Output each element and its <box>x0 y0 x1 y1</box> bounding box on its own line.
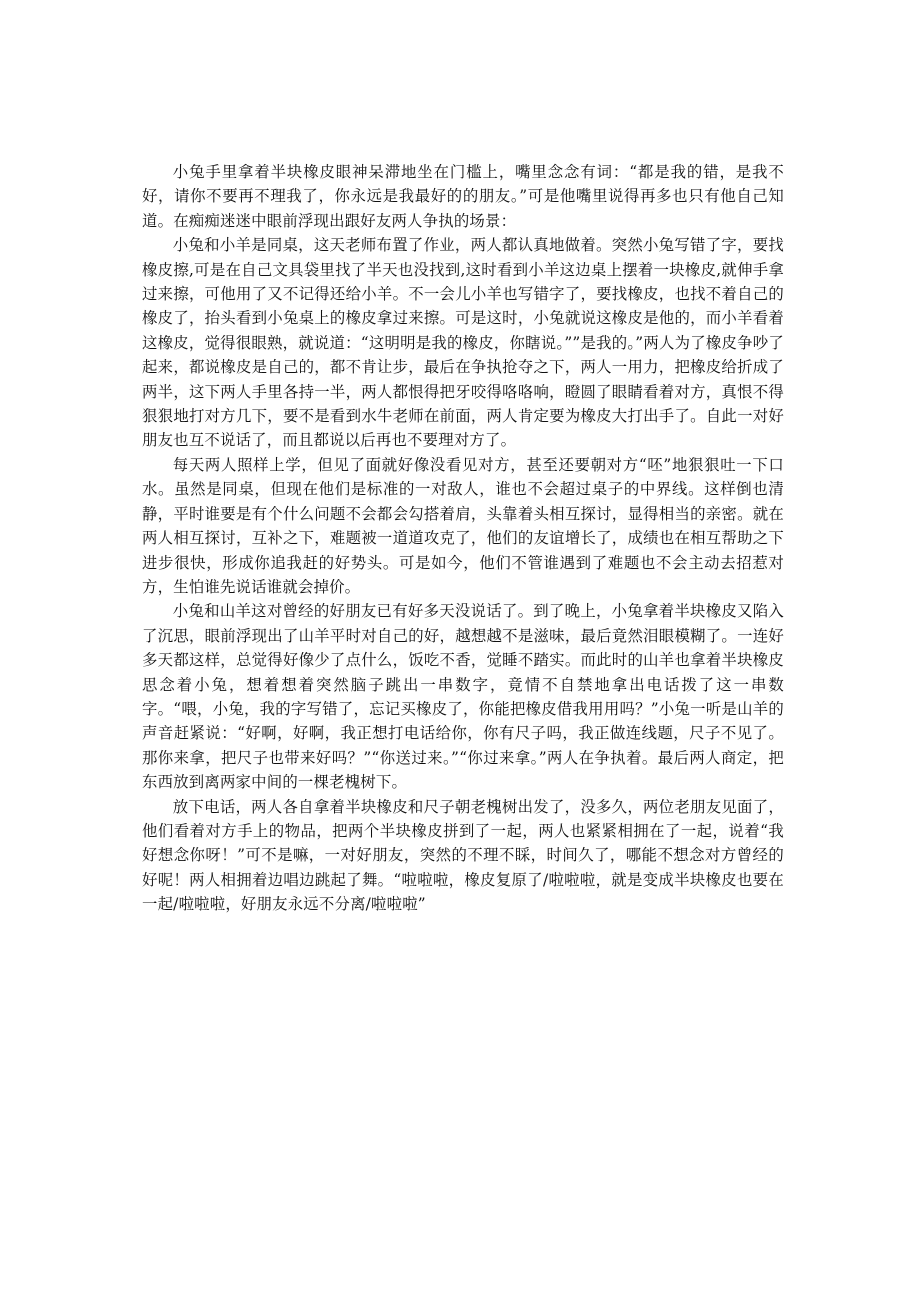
paragraph-5: 放下电话，两人各自拿着半块橡皮和尺子朝老槐树出发了，没多久，两位老朋友见面了，他们看着对方手上的物品，把两个半块橡皮拼到了一起，两人也紧紧相拥在了一起，说着“我好想念你呀！”可不是嘛，一对好朋友，突然的不理不睬，时间久了，哪能不想念对方曾经的好呢！两人相拥着边唱边跳起了舞。“啦啦啦，橡皮复原了/啦啦啦，就是变成半块橡皮也要在一起/啦啦啦，好朋友永远不分离/啦啦啦” <box>142 797 784 914</box>
paragraph-2: 小兔和小羊是同桌，这天老师布置了作业，两人都认真地做着。突然小兔写错了字，要找橡皮擦,可是在自己文具袋里找了半天也没找到,这时看到小羊这边桌上摆着一块橡皮,就伸手拿过来擦，可他用了又不记得还给小羊。不一会儿小羊也写错字了，要找橡皮，也找不着自己的橡皮了，抬头看到小兔桌上的橡皮拿过来擦。可是这时，小兔就说这橡皮是他的，而小羊看着这橡皮，觉得很眼熟，就说道：“这明明是我的橡皮，你瞎说。””是我的。”两人为了橡皮争吵了起来，都说橡皮是自己的，都不肯让步，最后在争执抢夺之下，两人一用力，把橡皮给折成了两半，这下两人手里各持一半，两人都恨得把牙咬得咯咯响，瞪圆了眼睛看着对方，真恨不得狠狠地打对方几下，要不是看到水牛老师在前面，两人肯定要为橡皮大打出手了。自此一对好朋友也互不说话了，而且都说以后再也不要理对方了。 <box>142 236 784 450</box>
paragraph-3: 每天两人照样上学，但见了面就好像没看见对方，甚至还要朝对方“呸”地狠狠吐一下口水。虽然是同桌，但现在他们是标准的一对敌人，谁也不会超过桌子的中界线。这样倒也清静，平时谁要是有个什么问题不会都会勾搭着肩，头靠着头相互探讨，显得相当的亲密。就在两人相互探讨，互补之下，难题被一道道攻克了，他们的友谊增长了，成绩也在相互帮助之下进步很快，形成你追我赶的好势头。可是如今，他们不管谁遇到了难题也不会主动去招惹对方，生怕谁先说话谁就会掉价。 <box>142 455 784 596</box>
paragraph-1: 小兔手里拿着半块橡皮眼神呆滞地坐在门槛上，嘴里念念有词：“都是我的错，是我不好，请你不要再不理我了，你永远是我最好的的朋友。”可是他嘴里说得再多也只有他自己知道。在痴痴迷迷中眼前浮现出跟好友两人争执的场景： <box>142 163 784 230</box>
document-body <box>142 160 784 917</box>
paragraph-4: 小兔和山羊这对曾经的好朋友已有好多天没说话了。到了晚上，小兔拿着半块橡皮又陷入了沉思，眼前浮现出了山羊平时对自己的好，越想越不是滋味，最后竟然泪眼模糊了。一连好多天都这样，总觉得好像少了点什么，饭吃不香，觉睡不踏实。而此时的山羊也拿着半块橡皮思念着小兔，想着想着突然脑子跳出一串数字，竟情不自禁地拿出电话拨了这一串数字。“喂，小兔，我的字写错了，忘记买橡皮了，你能把橡皮借我用用吗？”小兔一听是山羊的声音赶紧说：“好啊，好啊，我正想打电话给你，你有尺子吗，我正做连线题，尺子不见了。那你来拿，把尺子也带来好吗？”“你送过来。”“你过来拿。”两人在争执着。最后两人商定，把东西放到离两家中间的一棵老槐树下。 <box>142 602 784 792</box>
